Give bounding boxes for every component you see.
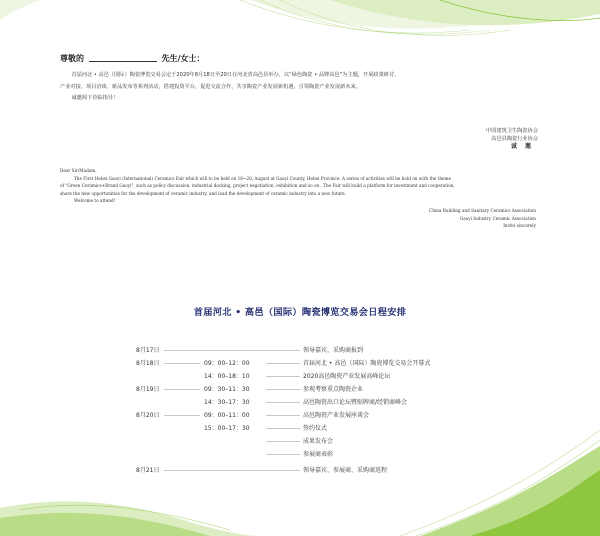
schedule-event: 高邑陶瓷出口论坛暨贴牌商/经销商峰会 (303, 399, 408, 406)
schedule-row (0, 355, 600, 367)
leader-line (164, 415, 200, 416)
schedule-row (0, 381, 600, 393)
schedule-event: 首届河北 • 高邑（国际）陶瓷博览交易会开幕式 (303, 360, 431, 367)
schedule-time: 09：30–11：30 (204, 386, 250, 393)
leader-line (266, 428, 300, 429)
schedule-row (0, 446, 600, 458)
en-body-line-3: share the new opportunities for the development of ceramic industry, and lead the development of ceramic industry into a new future. (60, 190, 346, 196)
english-signature (429, 207, 536, 230)
greeting-suffix: 先生/女士： (161, 54, 205, 63)
english-invitation-body (60, 167, 536, 205)
schedule-row (0, 407, 600, 419)
schedule-date: 8月18日 (136, 360, 160, 367)
schedule-row (0, 394, 600, 406)
schedule-event: 签约仪式 (303, 425, 328, 432)
en-body-line-2: of "Green Ceramics+Brand Gaoyi", such as policy discussion, industrial docking, project negotiation, exhibition and so on . The Fair will build a platform for investment and cooperation, (60, 183, 455, 189)
leader-line (266, 454, 300, 455)
schedule-date: 8月17日 (136, 347, 160, 354)
leader-line (266, 376, 300, 377)
leader-line (164, 363, 200, 364)
schedule-date: 8月19日 (136, 386, 160, 393)
cn-seal: 诚 邀 (510, 143, 534, 150)
schedule-title: 首届河北 • 高邑（国际）陶瓷博览交易会日程安排 (193, 307, 407, 318)
schedule-row (0, 433, 600, 445)
leader-line (164, 350, 300, 351)
cn-body-line-1: 首届河北 • 高邑（国际）陶瓷博览交易会定于2020年8月18日至20日在河北省高邑县举办，以“绿色陶瓷 • 品牌高邑”为主题，开展政策研讨、 (71, 72, 400, 78)
name-blank (89, 61, 157, 62)
schedule-event: 领导嘉宾、参展商、采购商返程 (303, 467, 388, 474)
leader-line (266, 402, 300, 403)
schedule-row (0, 420, 600, 432)
greeting-line (60, 53, 205, 64)
schedule-event: 成果发布会 (303, 438, 334, 445)
schedule-event: 参观考察重点陶瓷企业 (303, 386, 364, 393)
schedule-row (0, 462, 600, 474)
schedule-date: 8月20日 (136, 412, 160, 419)
schedule-event: 领导嘉宾、采购商报到 (303, 347, 364, 354)
en-salutation: Dear Sir/Madam， (60, 168, 100, 173)
schedule-date: 8月21日 (136, 467, 160, 474)
cn-welcome: 诚邀阁下莅临指导！ (71, 95, 119, 101)
leader-line (266, 415, 300, 416)
schedule-event: 参展商表彰 (303, 451, 334, 458)
schedule-time: 15：00–17：30 (204, 425, 250, 432)
schedule-time: 09：00–11：00 (204, 412, 250, 419)
leader-line (266, 363, 300, 364)
schedule-time: 09：00–12：00 (204, 360, 250, 367)
leader-line (164, 389, 200, 390)
cn-org-2: 高邑县陶瓷行业协会 (491, 136, 538, 142)
greeting-prefix: 尊敬的 (60, 54, 84, 63)
schedule-time: 14：00–18：10 (204, 373, 250, 380)
schedule-time: 14：30–17：30 (204, 399, 250, 406)
cn-body-line-2: 产业对接、项目洽谈、新品发布等系列活动，搭建投资平台，促进交流合作，共享陶瓷产业发展新机遇，引领陶瓷产业发展新未来。 (60, 83, 361, 90)
en-welcome: Welcome to attend! (74, 198, 116, 204)
leader-line (266, 389, 300, 390)
leader-line (164, 470, 300, 471)
en-org-2: Gaoyi Industry Ceramic Association (459, 215, 536, 221)
schedule-row (0, 342, 600, 354)
leader-line (266, 441, 300, 442)
en-sign-off: Invite sincerely (503, 223, 536, 229)
en-org-1: China Building and Sanitary Ceramics Association (428, 208, 536, 213)
chinese-signature (486, 127, 538, 151)
cn-org-1: 中国建筑卫生陶瓷协会 (486, 128, 538, 134)
schedule-row (0, 368, 600, 380)
schedule-event: 高邑陶瓷产业发展座谈会 (303, 412, 370, 419)
chinese-invitation-body (60, 70, 538, 105)
schedule-event: 2020高邑陶瓷产业发展高峰论坛 (303, 373, 391, 380)
en-body-line-1: The First Hebei Gaoyi (International) Ceramics Fair which will to be held on 18~20, August at Gaoyi County, Hebei Province. A series of activities will be hold on with the theme (74, 175, 451, 181)
